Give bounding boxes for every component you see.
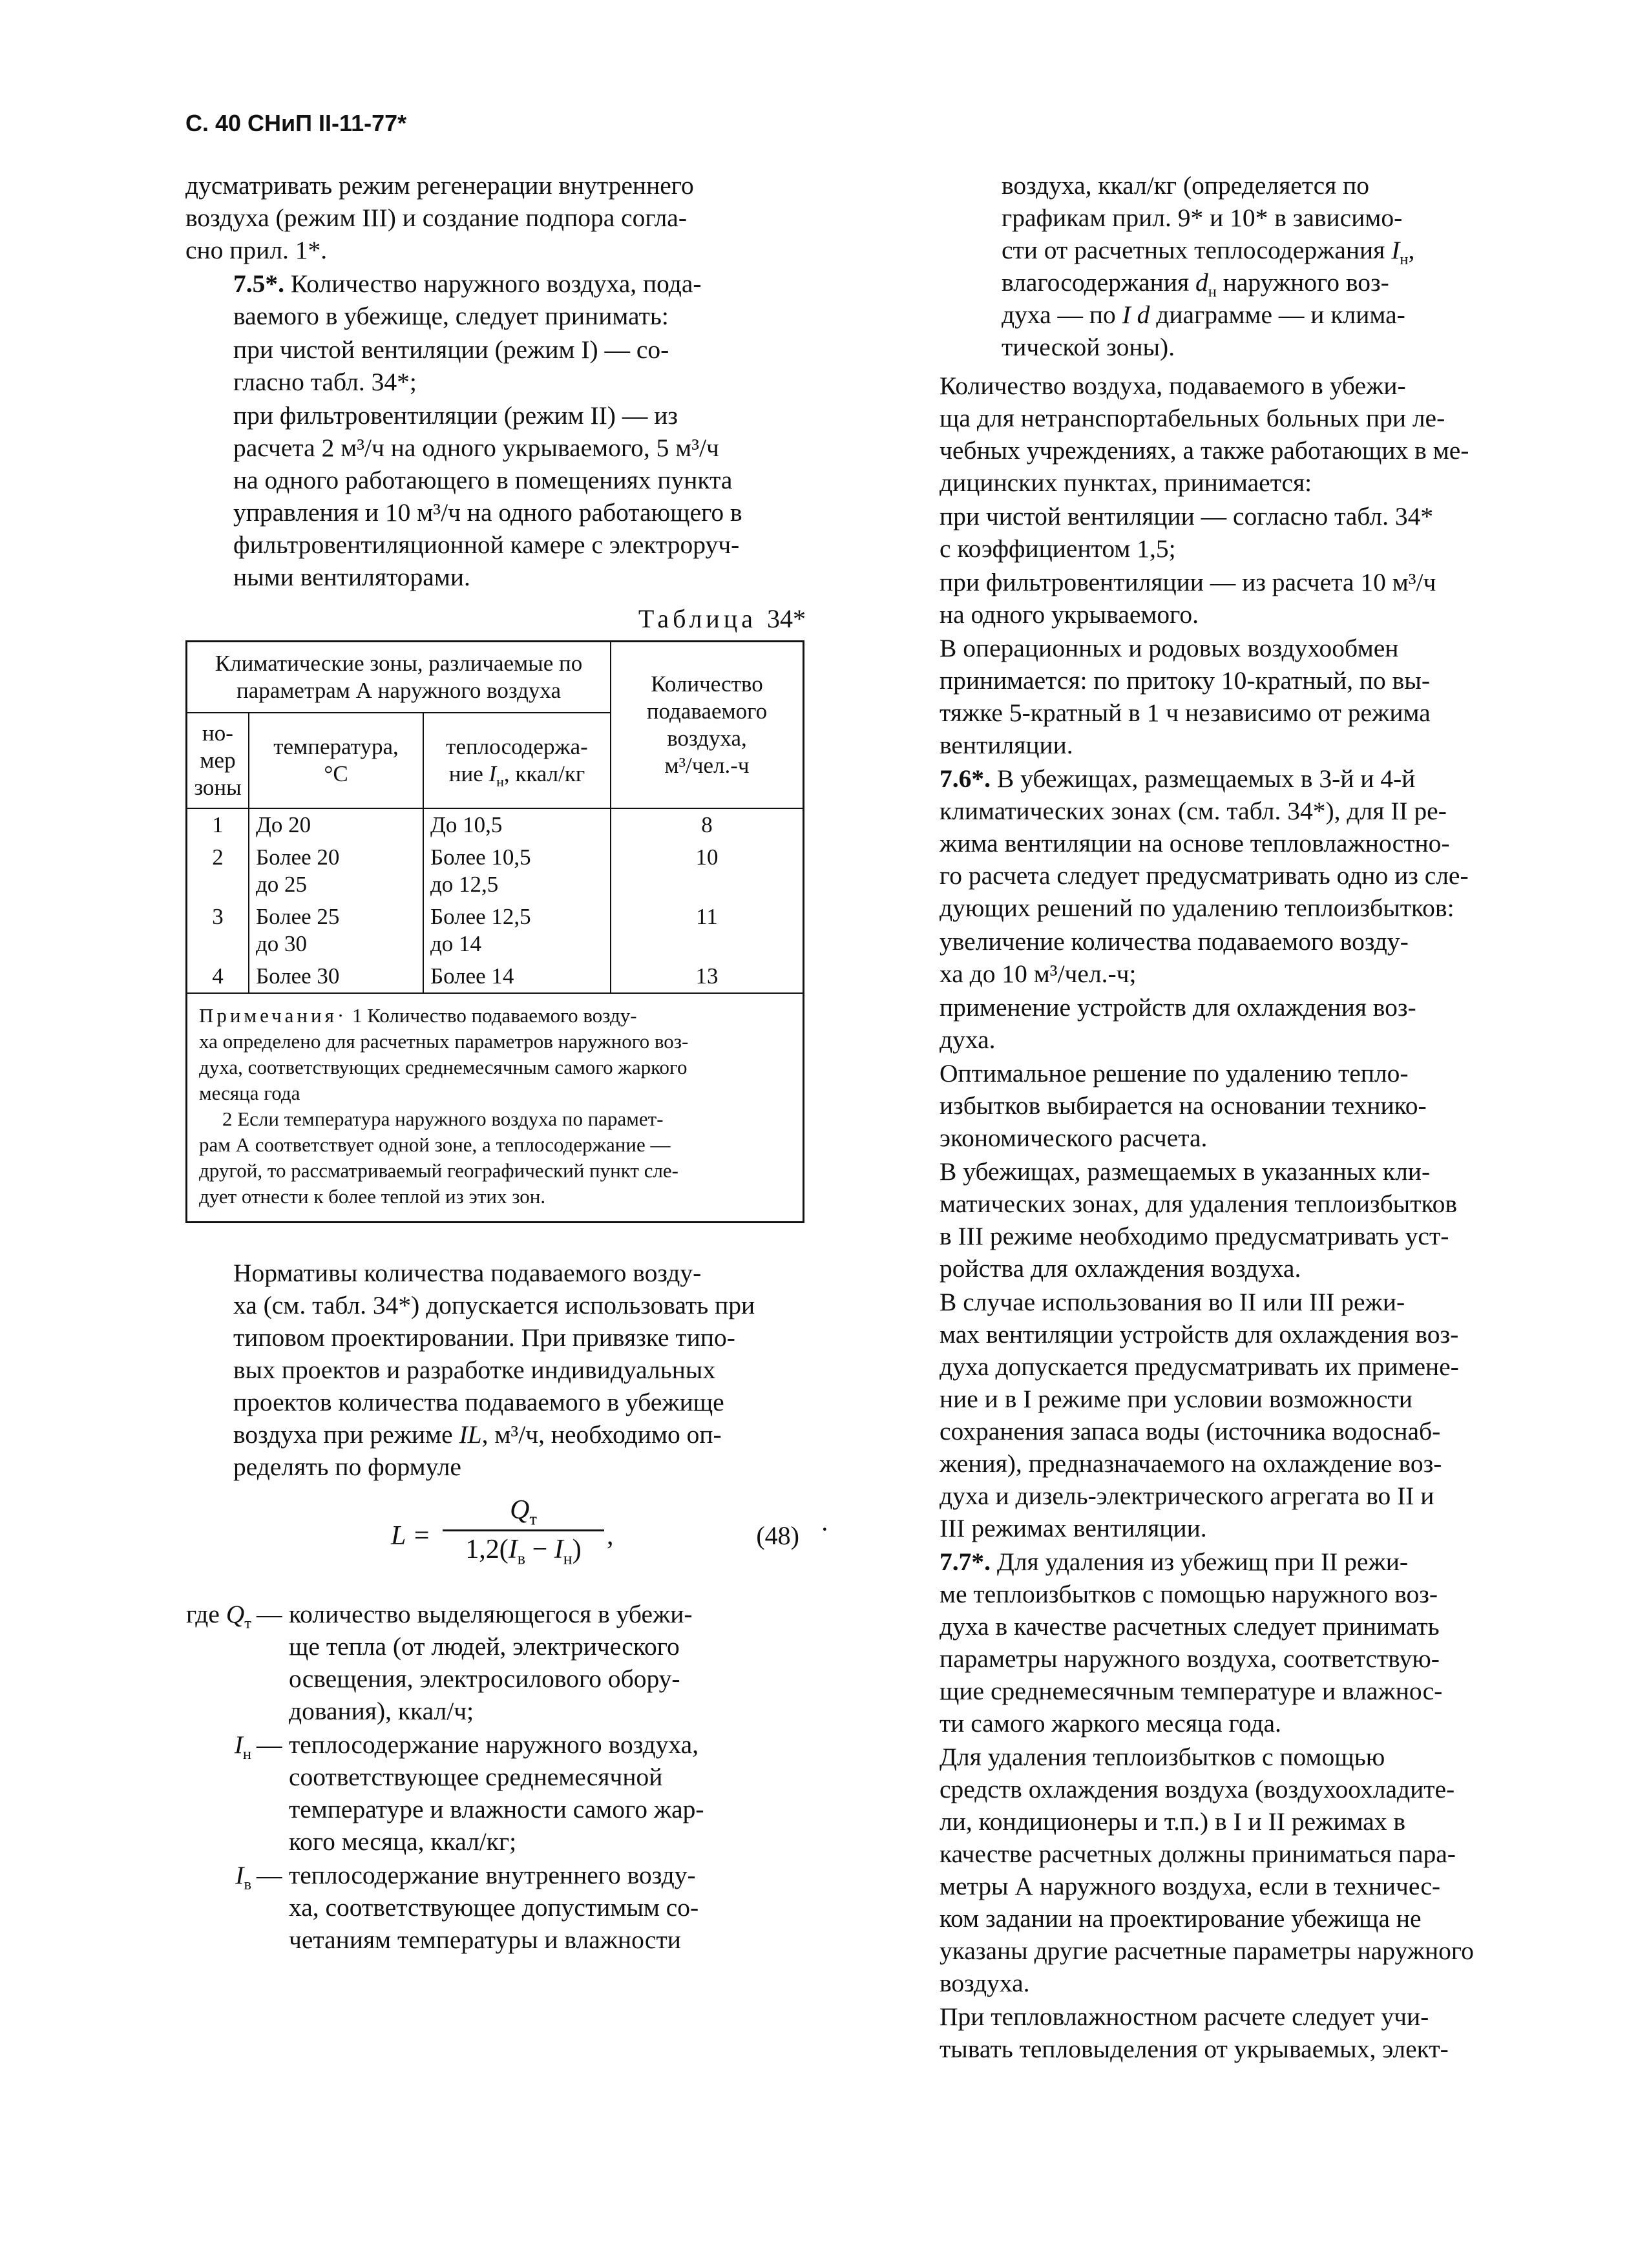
formula-definitions bbox=[185, 1598, 806, 1956]
clause-number: 7.5*. bbox=[233, 269, 284, 298]
fraction: $Q_т$ $1,2(I_в - I_н)$ bbox=[443, 1495, 604, 1565]
heat-cell: До 10,5 bbox=[423, 808, 611, 841]
zone-header: но- мер зоны bbox=[187, 713, 249, 808]
paragraph: увеличение количества подаваемого возду- ха до 10 м³/чел.-ч; bbox=[940, 927, 1409, 988]
qty-cell: 8 bbox=[611, 808, 803, 841]
left-column bbox=[185, 169, 829, 1957]
temp-cell: До 20 bbox=[249, 808, 423, 841]
paragraph: Количество воздуха, подаваемого в убежи- ща для нетранспортабельных больных при ле- чебных учреждениях, а также работающих в ме- дицинских пунктах, принимается: bbox=[940, 372, 1469, 497]
data-table bbox=[187, 642, 803, 992]
heat-header: теплосодержа- ние $I_н$, ккал/кг bbox=[423, 713, 611, 808]
definition-continuation: воздуха, ккал/кг (определяется по графикам прил. 9* и 10* в зависимо- сти от расчетных теплосодержания $I_н$, влагосодержания $d_н$ наружного воз- духа — по I d диаграмме — и клима- тической зоны). bbox=[1002, 171, 1415, 361]
qty-cell: 13 bbox=[611, 960, 803, 992]
table-body bbox=[187, 808, 803, 992]
table-notes: Примечания· 1 Количество подаваемого возду- ха определено для расчетных параметров наружного воз- духа, соответствующих среднемесячным самого жаркого месяца года 2 Если температура наружного воздуха по парамет- рам А соответствует одной зоне, а теплосодержание — другой, то рассматриваемый географический пункт сле- дует отнести к более теплой из этих зон. bbox=[187, 992, 803, 1221]
page-header: С. 40 СНиП II-11-77* bbox=[185, 110, 407, 136]
table-row bbox=[187, 841, 803, 901]
paragraph: В операционных и родовых воздухообмен принимается: по притоку 10-кратный, по вы- тяжке 5-кратный в 1 ч независимо от режима вентиляции. bbox=[940, 634, 1431, 759]
table-row bbox=[187, 808, 803, 841]
paragraph: При тепловлажностном расчете следует учи- тывать тепловыделения от укрываемых, элект- bbox=[940, 2002, 1449, 2063]
group-header: Климатические зоны, различаемые по параметрам А наружного воздуха bbox=[187, 642, 611, 713]
paragraph: Нормативы количества подаваемого возду- ха (см. табл. 34*) допускается использовать при типовом проектировании. При привязке типо- вых проектов и разработке индивидуальных проектов количества подаваемого в убежище воздуха при режиме IL, м³/ч, необходимо оп- ределять по формуле bbox=[233, 1259, 755, 1481]
clause-number: 7.7*. bbox=[940, 1548, 991, 1576]
heat-cell: Более 12,5 до 14 bbox=[423, 901, 611, 960]
clause-7-7: 7.7*. Для удаления из убежищ при II режи- ме теплоизбытков с помощью наружного воз- духа в качестве расчетных следует принимать параметры наружного воздуха, соответствую- щие среднемесячным температуре и влажнос- ти самого жаркого месяца года. bbox=[940, 1548, 1443, 1738]
table-row bbox=[187, 901, 803, 960]
qty-header: Количество подаваемого воздуха, м³/чел.-ч bbox=[611, 642, 803, 808]
paragraph: при фильтровентиляции (режим II) — из расчета 2 м³/ч на одного укрываемого, 5 м³/ч на одного работающего в помещениях пункта управления и 10 м³/ч на одного работающего в фильтровентиляционной камере с электроруч- ными вентиляторами. bbox=[233, 401, 742, 591]
paragraph: при чистой вентиляции — согласно табл. 34* с коэффициентом 1,5; bbox=[940, 502, 1434, 563]
table-caption: Таблица 34* bbox=[638, 604, 806, 633]
paragraph: при фильтровентиляции — из расчета 10 м³/ч на одного укрываемого. bbox=[940, 568, 1436, 629]
definition-item: где $Q_т$ — количество выделяющегося в убежи- ще тепла (от людей, электрического освещения, электросилового обору- дования), ккал/ч; bbox=[186, 1600, 693, 1725]
paragraph: В случае использования во II или III режи- мах вентиляции устройств для охлаждения воз- духа допускается предусматривать их примене- ние и в I режиме при условии возможности сохранения запаса воды (источника водоснаб- жения), предназначаемого на охлаждение воз- духа и дизель-электрического агрегата во II и III режимах вентиляции. bbox=[940, 1288, 1459, 1542]
zone-cell: 4 bbox=[187, 960, 249, 992]
notes-title: Примечания· bbox=[199, 1004, 348, 1027]
table-row bbox=[187, 960, 803, 992]
right-column bbox=[892, 169, 1512, 2066]
paragraph: дусматривать режим регенерации внутреннего воздуха (режим III) и создание подпора согла- сно прил. 1*. bbox=[185, 171, 694, 264]
paragraph: Оптимальное решение по удалению тепло- избытков выбирается на основании технико- экономического расчета. bbox=[940, 1059, 1427, 1152]
temp-cell: Более 30 bbox=[249, 960, 423, 992]
formula-48: L = $Q_т$ $1,2(I_в - I_н)$ , (48) · bbox=[391, 1495, 829, 1568]
qty-cell: 10 bbox=[611, 841, 803, 901]
heat-cell: Более 14 bbox=[423, 960, 611, 992]
zone-cell: 2 bbox=[187, 841, 249, 901]
formula-number: (48) bbox=[756, 1521, 799, 1550]
temp-header: температура, °С bbox=[249, 713, 423, 808]
clause-7-6: 7.6*. В убежищах, размещаемых в 3-й и 4-й климатических зонах (см. табл. 34*), для II ре- жима вентиляции на основе тепловлажностно- го расчета следует предусматривать одно из сле- дующих решений по удалению теплоизбытков: bbox=[940, 764, 1469, 922]
definition-item: $I_н$ — теплосодержание наружного воздуха, соответствующее среднемесячной температуре и влажности самого жар- кого месяца, ккал/кг; bbox=[234, 1730, 704, 1856]
temp-cell: Более 25 до 30 bbox=[249, 901, 423, 960]
paragraph: применение устройств для охлаждения воз- духа. bbox=[940, 993, 1416, 1054]
table-34 bbox=[185, 640, 804, 1223]
heat-cell: Более 10,5 до 12,5 bbox=[423, 841, 611, 901]
paragraph: при чистой вентиляции (режим I) — со- гласно табл. 34*; bbox=[233, 335, 669, 396]
zone-cell: 3 bbox=[187, 901, 249, 960]
clause-number: 7.6*. bbox=[940, 764, 991, 793]
zone-cell: 1 bbox=[187, 808, 249, 841]
qty-cell: 11 bbox=[611, 901, 803, 960]
temp-cell: Более 20 до 25 bbox=[249, 841, 423, 901]
paragraph: Для удаления теплоизбытков с помощью средств охлаждения воздуха (воздухоохладите- ли, кондиционеры и т.п.) в I и II режимах в качестве расчетных должны приниматься пара- метры А наружного воздуха, если в техничес- ком задании на проектирование убежища не указаны другие расчетные параметры наружного воздуха. bbox=[940, 1743, 1474, 1997]
clause-7-5: 7.5*. Количество наружного воздуха, пода- ваемого в убежище, следует принимать: bbox=[233, 269, 702, 330]
definition-item: $I_в$ — теплосодержание внутреннего возду- ха, соответствующее допустимым со- четаниям температуры и влажности bbox=[235, 1861, 699, 1954]
paragraph: В убежищах, размещаемых в указанных кли- матических зонах, для удаления теплоизбытков в III режиме необходимо предусматривать уст- ройства для охлаждения воздуха. bbox=[940, 1157, 1458, 1283]
